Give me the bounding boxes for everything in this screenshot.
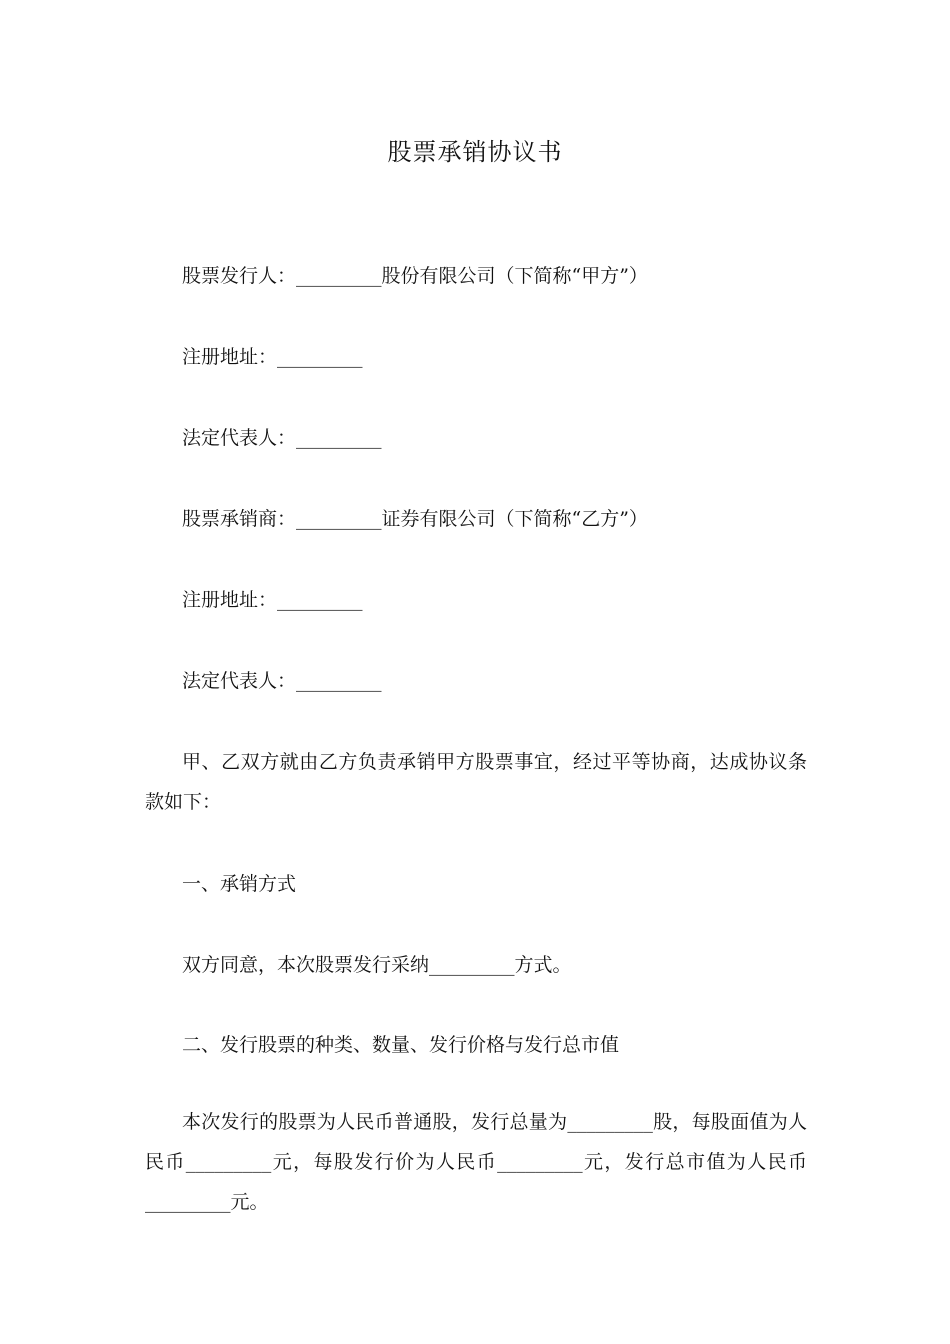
section2-heading: 二、发行股票的种类、数量、发行价格与发行总市值 [182, 1034, 620, 1056]
intro-paragraph: 甲、乙双方就由乙方负责承销甲方股票事宜，经过平等协商，达成协议条款如下： [145, 751, 807, 813]
issuer-line: 股票发行人：_________股份有限公司（下简称“甲方”） [182, 265, 648, 287]
section1-heading: 一、承销方式 [182, 873, 297, 895]
underwriter-representative: 法定代表人：_________ [182, 670, 382, 692]
section1-text: 双方同意，本次股票发行采纳_________方式。 [182, 954, 572, 976]
issuer-address: 注册地址：_________ [182, 346, 363, 368]
underwriter-line: 股票承销商：_________证券有限公司（下简称“乙方”） [182, 508, 648, 530]
underwriter-address: 注册地址：_________ [182, 589, 363, 611]
issuer-representative: 法定代表人：_________ [182, 427, 382, 449]
section2-text: 本次发行的股票为人民币普通股，发行总量为_________股，每股面值为人民币_________元，每股发行价为人民币_________元，发行总市值为人民币_________元。 [145, 1111, 807, 1213]
document-title: 股票承销协议书 [387, 138, 563, 166]
